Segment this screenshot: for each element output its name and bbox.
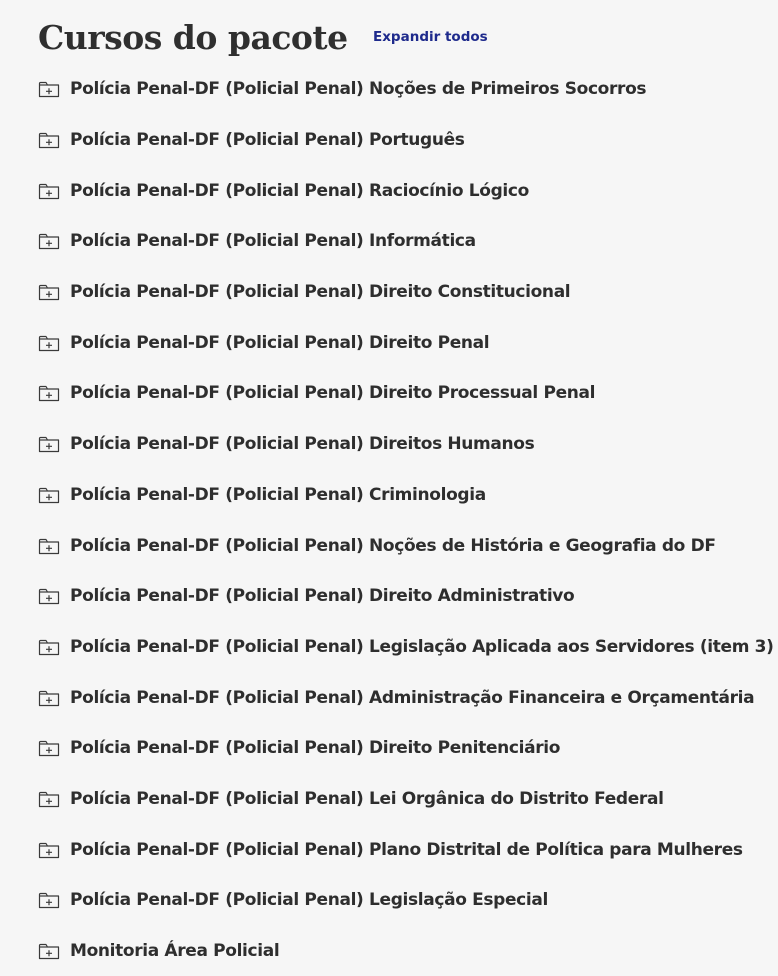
course-title[interactable]: Polícia Penal-DF (Policial Penal) Noções de História e Geografia do DF xyxy=(70,535,716,556)
course-title[interactable]: Polícia Penal-DF (Policial Penal) Legislação Especial xyxy=(70,890,548,911)
course-title[interactable]: Polícia Penal-DF (Policial Penal) Direito Constitucional xyxy=(70,282,571,303)
course-title[interactable]: Polícia Penal-DF (Policial Penal) Noções de Primeiros Socorros xyxy=(70,79,647,100)
folder-plus-icon[interactable] xyxy=(38,435,60,453)
folder-plus-icon[interactable] xyxy=(38,537,60,555)
course-title[interactable]: Polícia Penal-DF (Policial Penal) Direito Processual Penal xyxy=(70,383,596,404)
course-title[interactable]: Polícia Penal-DF (Policial Penal) Direito Penitenciário xyxy=(70,738,561,759)
folder-plus-icon[interactable] xyxy=(38,841,60,859)
course-item[interactable] xyxy=(38,672,774,723)
course-item[interactable] xyxy=(38,368,774,419)
folder-plus-icon[interactable] xyxy=(38,638,60,656)
course-item[interactable] xyxy=(38,267,774,318)
course-list xyxy=(38,64,774,976)
course-title[interactable]: Polícia Penal-DF (Policial Penal) Plano Distrital de Política para Mulheres xyxy=(70,839,743,860)
folder-plus-icon[interactable] xyxy=(38,587,60,605)
course-title[interactable]: Polícia Penal-DF (Policial Penal) Direito Penal xyxy=(70,332,490,353)
course-title[interactable]: Polícia Penal-DF (Policial Penal) Administração Financeira e Orçamentária xyxy=(70,687,755,708)
course-item[interactable] xyxy=(38,520,774,571)
page-title: Cursos do pacote xyxy=(38,17,348,57)
course-item[interactable] xyxy=(38,317,774,368)
course-item[interactable] xyxy=(38,470,774,521)
course-item[interactable] xyxy=(38,64,774,115)
folder-plus-icon[interactable] xyxy=(38,232,60,250)
course-item[interactable] xyxy=(38,774,774,825)
course-title[interactable]: Polícia Penal-DF (Policial Penal) Legislação Aplicada aos Servidores (item 3) xyxy=(70,636,774,657)
course-title[interactable]: Polícia Penal-DF (Policial Penal) Português xyxy=(70,130,465,151)
expand-all-link[interactable]: Expandir todos xyxy=(373,29,488,45)
course-title[interactable]: Monitoria Área Policial xyxy=(70,941,280,962)
course-title[interactable]: Polícia Penal-DF (Policial Penal) Direitos Humanos xyxy=(70,434,535,455)
folder-plus-icon[interactable] xyxy=(38,891,60,909)
folder-plus-icon[interactable] xyxy=(38,80,60,98)
course-item[interactable] xyxy=(38,824,774,875)
course-title[interactable]: Polícia Penal-DF (Policial Penal) Informática xyxy=(70,231,476,252)
section-header xyxy=(38,14,348,60)
folder-plus-icon[interactable] xyxy=(38,131,60,149)
folder-plus-icon[interactable] xyxy=(38,739,60,757)
folder-plus-icon[interactable] xyxy=(38,689,60,707)
course-title[interactable]: Polícia Penal-DF (Policial Penal) Raciocínio Lógico xyxy=(70,180,529,201)
course-item[interactable] xyxy=(38,165,774,216)
folder-plus-icon[interactable] xyxy=(38,790,60,808)
course-item[interactable] xyxy=(38,622,774,673)
course-item[interactable] xyxy=(38,216,774,267)
course-title[interactable]: Polícia Penal-DF (Policial Penal) Direito Administrativo xyxy=(70,586,575,607)
course-item[interactable] xyxy=(38,875,774,926)
folder-plus-icon[interactable] xyxy=(38,942,60,960)
course-item[interactable] xyxy=(38,115,774,166)
folder-plus-icon[interactable] xyxy=(38,283,60,301)
course-item[interactable] xyxy=(38,419,774,470)
course-item[interactable] xyxy=(38,571,774,622)
course-item[interactable] xyxy=(38,723,774,774)
folder-plus-icon[interactable] xyxy=(38,384,60,402)
course-title[interactable]: Polícia Penal-DF (Policial Penal) Lei Orgânica do Distrito Federal xyxy=(70,788,664,809)
folder-plus-icon[interactable] xyxy=(38,182,60,200)
folder-plus-icon[interactable] xyxy=(38,334,60,352)
course-title[interactable]: Polícia Penal-DF (Policial Penal) Criminologia xyxy=(70,484,486,505)
course-item[interactable] xyxy=(38,926,774,976)
folder-plus-icon[interactable] xyxy=(38,486,60,504)
